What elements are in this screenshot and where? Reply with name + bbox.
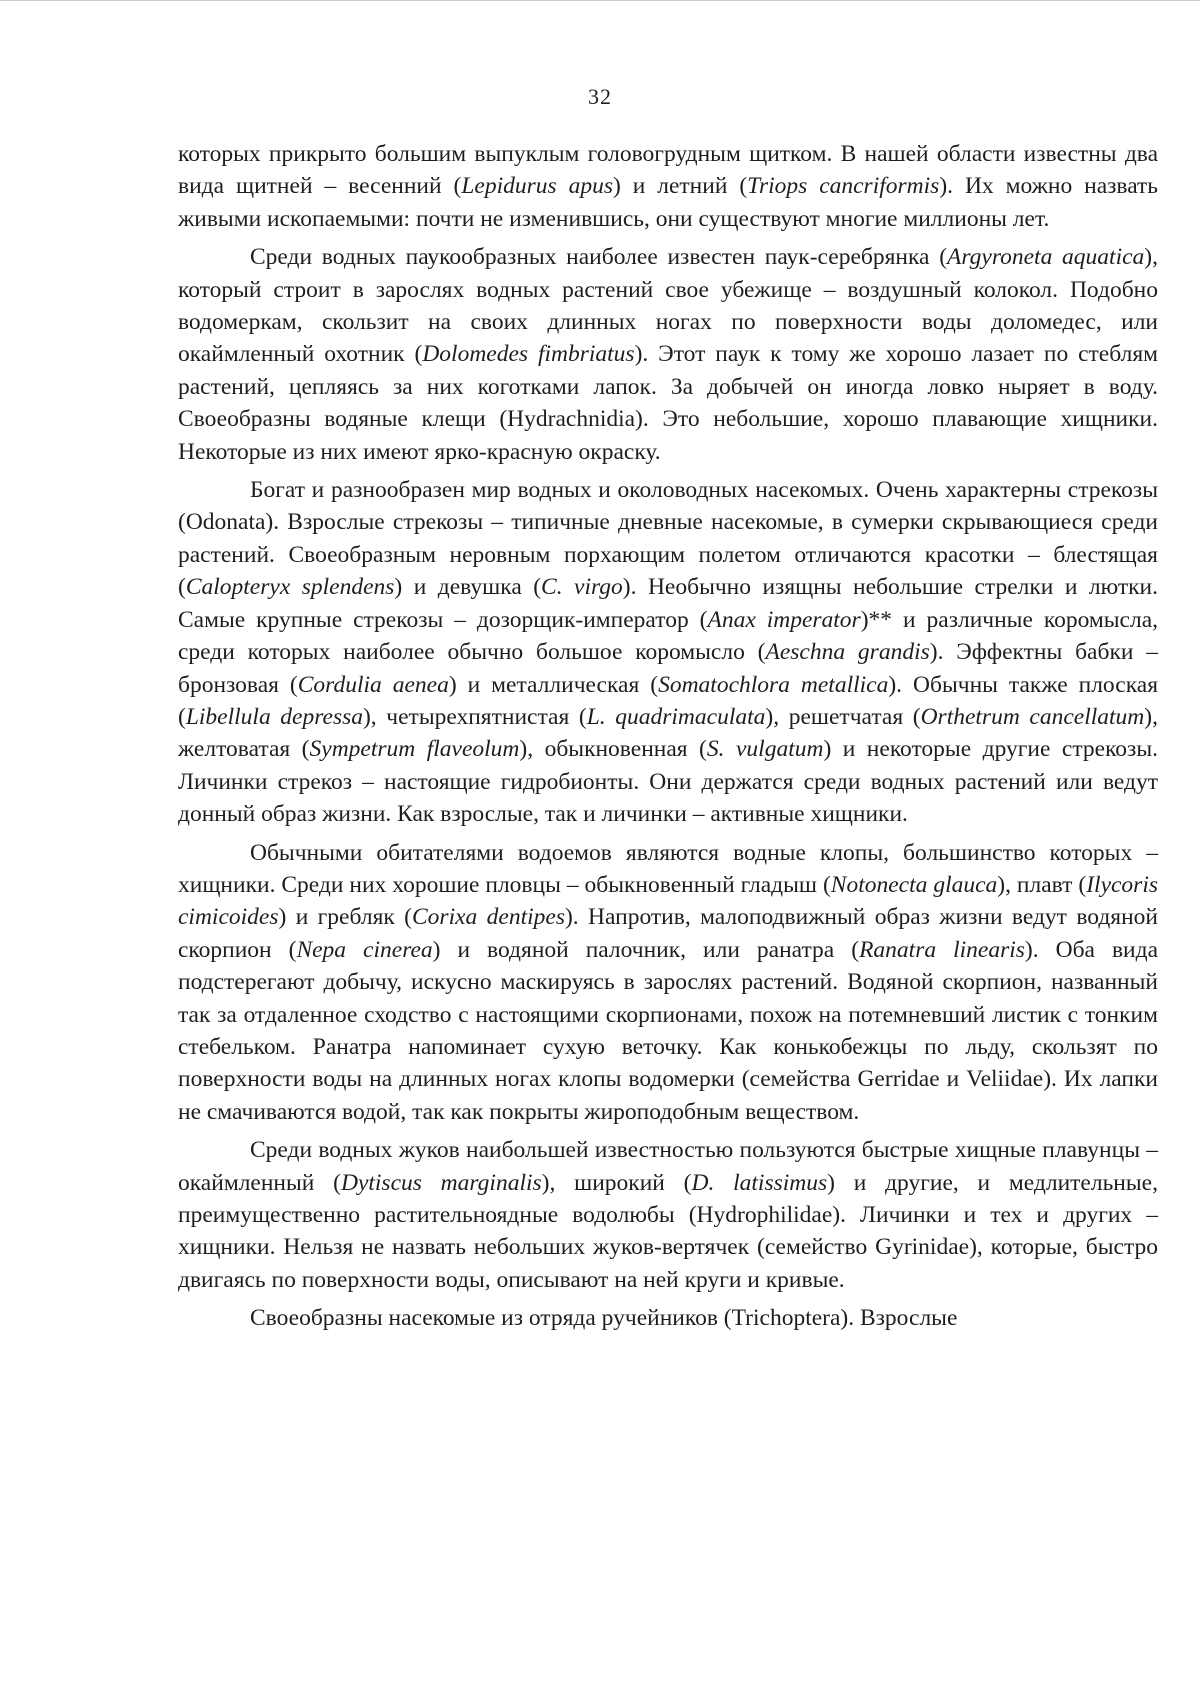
text-run: ). Оба вида подстерегают добычу, искусно маскируясь в зарослях растений. Водяной скорпион, названный так за отдаленное сходство с настоящими скорпионами, похож на потемневший листик с тонким стебельком. Ранатра напоминает сухую веточку. Как конькобежцы по льду, скользят по поверхности воды на длинных ногах клопы водомерки (семейства Gerridae и Veliidae). Их лапки не смачиваются водой, так как покрыты жироподобным веществом.: [178, 936, 1159, 1125]
text-run: ). Их можно назвать живыми ископаемыми: почти не изменившись, они существуют многие миллионы лет.: [178, 173, 1159, 232]
species-name: Somatochlora metallica: [658, 671, 889, 698]
paragraph: [178, 837, 1158, 1129]
species-name: Sympetrum flaveolum: [309, 736, 520, 763]
text-run: ), обыкновенная (: [519, 736, 707, 763]
text-run: Среди водных жуков наибольшей известностью пользуются быстрые хищные плавунцы – окаймленный (: [178, 1137, 1158, 1196]
text-run: ) и другие, и медлительные, преимущественно растительноядные водолюбы (Hydrophilidae). Личинки и тех и других – хищники. Нельзя не назвать небольших жуков-вертячек (семейство Gyrinidae), которые, быстро двигаясь по поверхности воды, описывают на ней круги и кривые.: [178, 1169, 1158, 1293]
species-name: L. quadrimaculata: [586, 703, 766, 730]
text-run: ) и металлическая (: [448, 671, 659, 698]
species-name: Triops cancriformis: [747, 173, 940, 200]
species-name: Cordulia aenea: [297, 671, 449, 698]
paragraph: [178, 474, 1158, 830]
species-name: Nepa cinerea: [296, 936, 433, 963]
species-name: Lepidurus apus: [461, 173, 613, 200]
text-run: )** и различные коромысла, среди которых наиболее обычно большое коромысло (: [178, 606, 1159, 666]
text-run: ), который строит в зарослях водных растений свое убежище – воздушный колокол. Подобно водомеркам, скользит на своих длинных ногах по поверхности воды доломедес, или окаймленный охотник (: [178, 244, 1158, 368]
text-run: ), желтоватая (: [178, 703, 1158, 763]
species-name: D. latissimus: [691, 1169, 828, 1196]
species-name: Dolomedes fimbriatus: [422, 341, 635, 368]
species-name: Argyroneta aquatica: [947, 244, 1145, 271]
species-name: Libellula depressa: [185, 703, 363, 730]
species-name: Ranatra linearis: [859, 936, 1025, 963]
species-name: Dytiscus marginalis: [340, 1169, 542, 1196]
paragraph: [178, 1134, 1158, 1296]
text-run: Среди водных паукообразных наиболее известен паук-серебрянка (: [250, 244, 948, 271]
text-run: ) и летний (: [612, 173, 748, 200]
text-run: ), решетчатая (: [765, 703, 921, 730]
text-run: Своеобразны насекомые из отряда ручейников (Trichoptera). Взрослые: [250, 1305, 958, 1332]
text-run: ). Необычно изящны небольшие стрелки и лютки. Самые крупные стрекозы – дозорщик-император (: [178, 574, 1158, 633]
species-name: Ilycoris cimicoides: [178, 871, 1159, 931]
text-run: ) и девушка (: [394, 574, 542, 601]
text-run: ), широкий (: [541, 1169, 692, 1196]
paragraph: [178, 138, 1158, 235]
page-number: 32: [588, 84, 612, 109]
scan-edge-mark: [0, 0, 1200, 1]
text-run: ). Напротив, малоподвижный образ жизни ведут водяной скорпион (: [178, 904, 1159, 963]
text-run: ). Этот паук к тому же хорошо лазает по стеблям растений, цепляясь за них коготками лапок. За добычей он иногда ловко ныряет в воду. Своеобразны водяные клещи (Hydrachnidia). Это небольшие, хорошо плавающие хищники. Некоторые из них имеют ярко-красную окраску.: [178, 341, 1159, 465]
text-run: которых прикрыто большим выпуклым головогрудным щитком. В нашей области известны два вида щитней – весенний (: [178, 141, 1158, 200]
species-name: S. vulgatum: [706, 736, 824, 763]
species-name: Notonecta glauca: [830, 871, 998, 898]
species-name: Orthetrum cancellatum: [920, 703, 1145, 730]
text-run: ), четырехпятнистая (: [362, 703, 587, 730]
species-name: Aeschna grandis: [765, 639, 930, 666]
species-name: C. virgo: [541, 574, 623, 601]
species-name: Calopteryx splendens: [185, 574, 395, 601]
species-name: Anax imperator: [707, 606, 861, 633]
text-run: ). Эффектны бабки – бронзовая (: [178, 639, 1159, 698]
text-run: ) и некоторые другие стрекозы. Личинки стрекоз – настоящие гидробионты. Они держатся среди водных растений или ведут донный образ жизни. Как взрослые, так и личинки – активные хищники.: [178, 736, 1158, 828]
text-run: ), плавт (: [997, 871, 1087, 898]
text-run: Богат и разнообразен мир водных и околоводных насекомых. Очень характерны стрекозы (Odonata). Взрослые стрекозы – типичные дневные насекомые, в сумерки скрывающиеся среди растений. Своеобразным неровным порхающим полетом отличаются красотки – блестящая (: [178, 477, 1158, 601]
text-run: Обычными обитателями водоемов являются водные клопы, большинство которых – хищники. Среди них хорошие пловцы – обыкновенный гладыш (: [178, 839, 1158, 898]
text-run: ). Обычны также плоская (: [178, 671, 1158, 730]
text-run: ) и гребляк (: [278, 904, 412, 931]
paragraph: [178, 241, 1158, 468]
species-name: Corixa dentipes: [412, 904, 565, 931]
body-text: [178, 138, 1158, 1341]
paragraph: [178, 1302, 1158, 1334]
text-run: ) и водяной палочник, или ранатра (: [432, 936, 860, 963]
